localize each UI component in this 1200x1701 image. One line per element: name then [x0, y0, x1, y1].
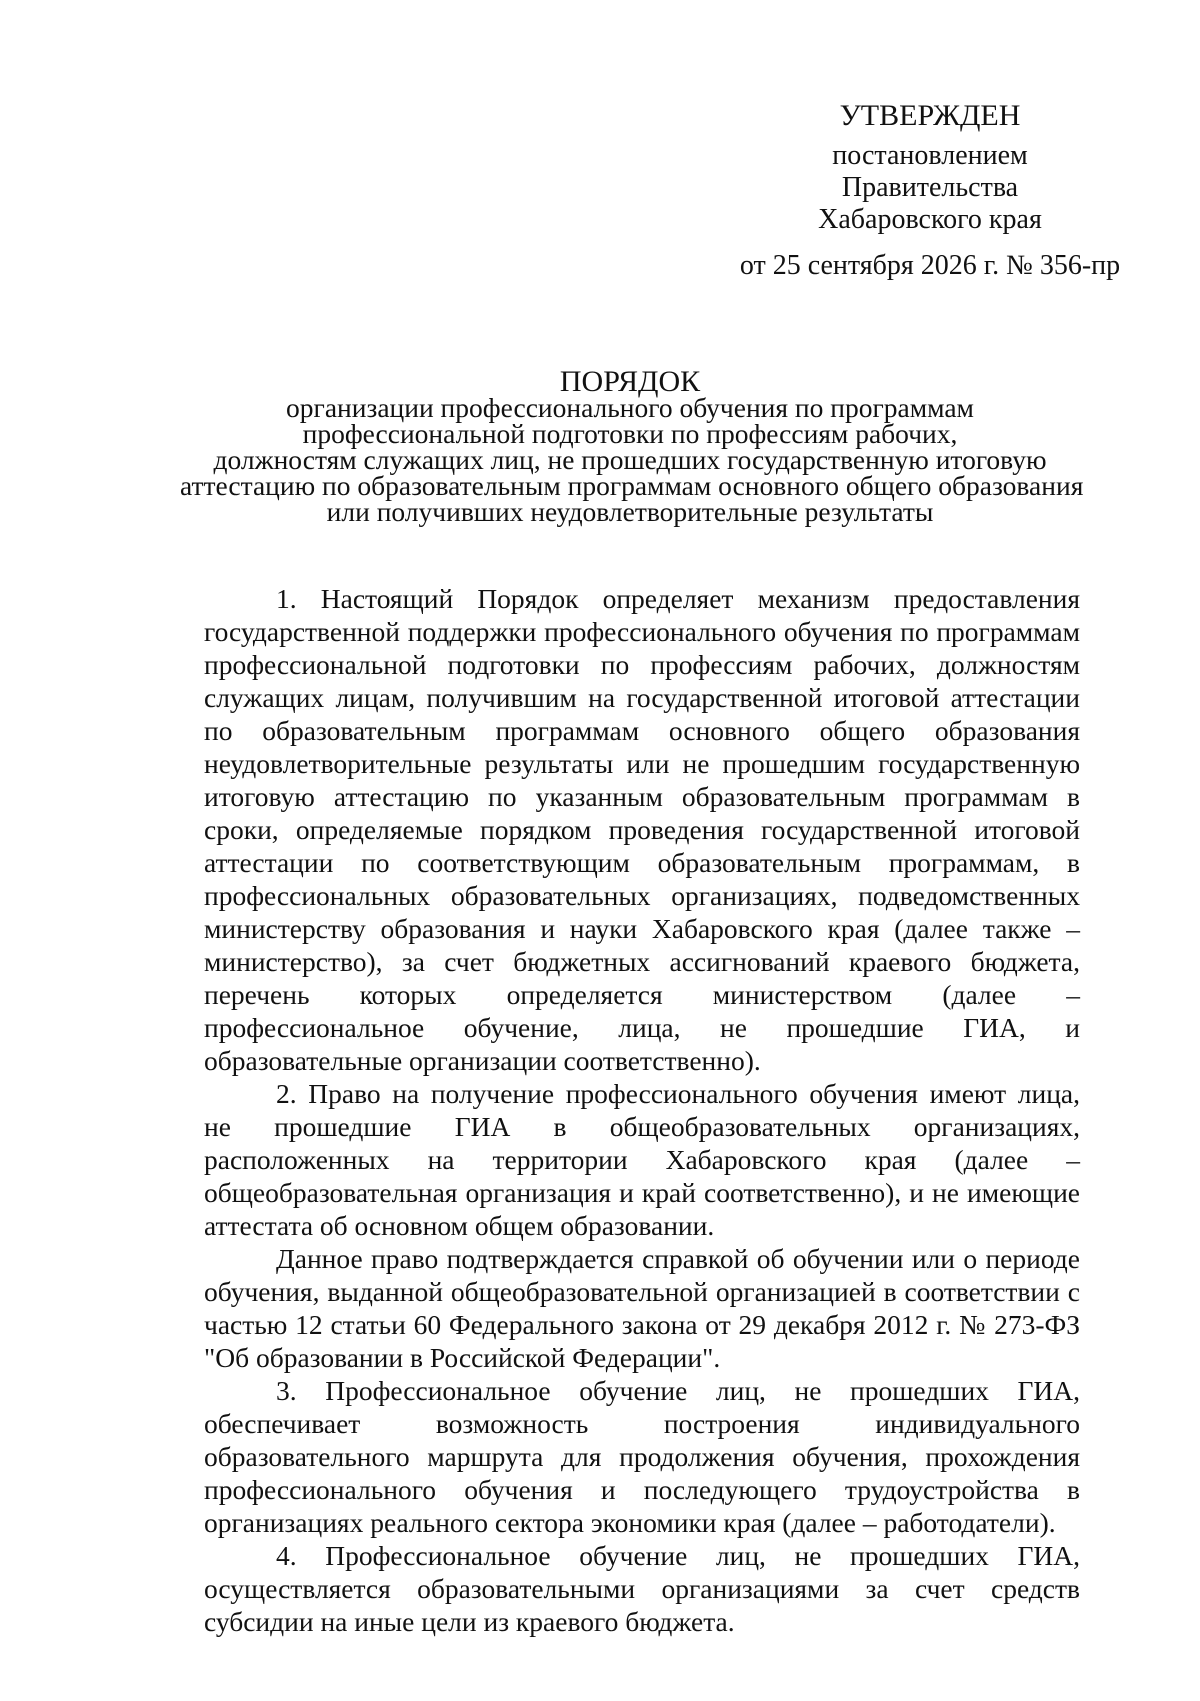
subtitle-line: аттестацию по образовательным программам основного общего образования [180, 470, 1084, 501]
document-body [204, 582, 1080, 1638]
approval-line: Правительства [841, 172, 1019, 203]
approval-heading: УТВЕРЖДЕН [839, 99, 1021, 132]
approval-line: Хабаровского края [818, 204, 1042, 235]
subtitle-line: или получивших неудовлетворительные результаты [326, 496, 934, 527]
subtitle-line: должностям служащих лиц, не прошедших государственную итоговую [213, 444, 1047, 475]
document-title: ПОРЯДОК [559, 365, 701, 398]
document-subtitle [180, 392, 1084, 527]
subtitle-line: профессиональной подготовки по профессиям рабочих, [302, 418, 958, 449]
paragraph-1: 1. Настоящий Порядок определяет механизм предоставления государственной поддержки профессионального обучения по программам профессиональной подготовки по профессиям рабочих, должностям служащих лицам, получившим на государственной итоговой аттестации по образовательным программам основного общего образования неудовлетворительные результаты или не прошедшим государственную итоговую аттестацию по указанным образовательным программам в сроки, определяемые порядком проведения государственной итоговой аттестации по соответствующим образовательным программам, в профессиональных образовательных организациях, подведомственных министерству образования и науки Хабаровского края (далее также – министерство), за счет бюджетных ассигнований краевого бюджета, перечень которых определяется министерством (далее – профессиональное обучение, лица, не прошедшие ГИА, и образовательные организации соответственно). [204, 583, 1080, 1076]
subtitle-line: организации профессионального обучения по программам [286, 392, 974, 423]
paragraph-2-continued: Данное право подтверждается справкой об обучении или о периоде обучения, выданной общеобразовательной организацией в соответствии с частью 12 статьи 60 Федерального закона от 29 декабря 2012 г. № 273-ФЗ "Об образовании в Российской Федерации". [204, 1243, 1080, 1373]
paragraph-4: 4. Профессиональное обучение лиц, не прошедших ГИА, осуществляется образовательными организациями за счет средств субсидии на иные цели из краевого бюджета. [204, 1540, 1080, 1637]
paragraph-3: 3. Профессиональное обучение лиц, не прошедших ГИА, обеспечивает возможность построения индивидуального образовательного маршрута для продолжения обучения, прохождения профессионального обучения и последующего трудоустройства в организациях реального сектора экономики края (далее – работодатели). [204, 1375, 1080, 1538]
approval-stamp [720, 100, 1140, 282]
approval-date: от 25 сентября 2026 г. № 356-пр [739, 250, 1121, 281]
approval-line: постановлением [832, 140, 1028, 171]
paragraph-2: 2. Право на получение профессионального обучения имеют лица, не прошедшие ГИА в общеобразовательных организациях, расположенных на территории Хабаровского края (далее – общеобразовательная организация и край соответственно), и не имеющие аттестата об основном общем образовании. [204, 1078, 1080, 1241]
